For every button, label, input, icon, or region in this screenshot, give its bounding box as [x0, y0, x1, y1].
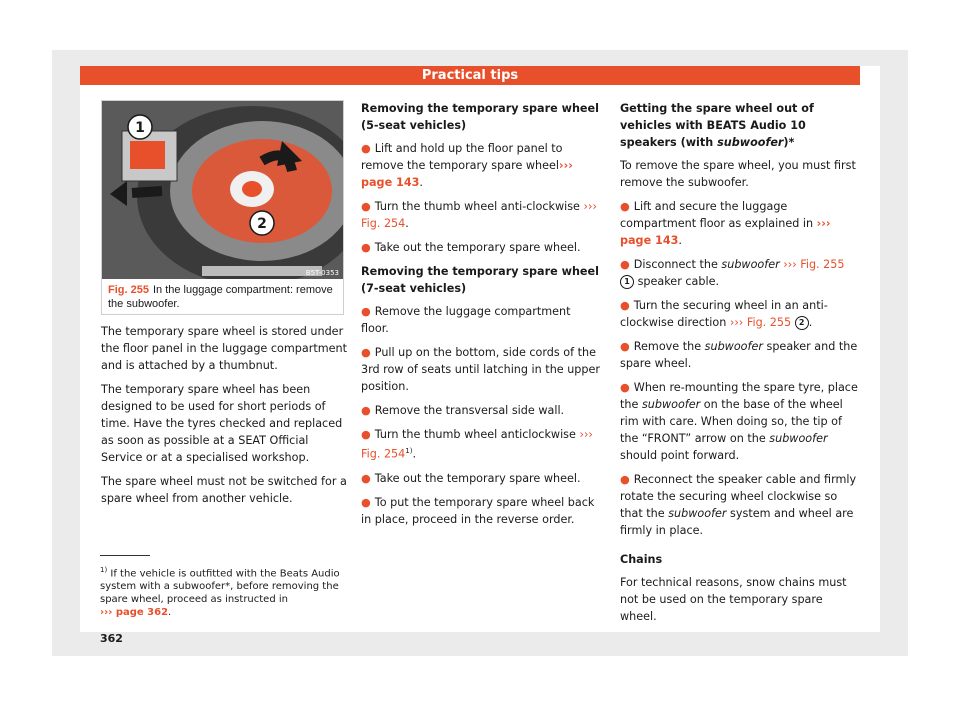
figure-number: Fig. 255: [108, 284, 149, 296]
list-item: ● Lift and hold up the floor panel to remove the temporary spare wheel››› page 143.: [361, 142, 573, 189]
figure-caption: [108, 283, 338, 311]
heading-5-seat: Removing the temporary spare wheel (5-seat vehicles): [361, 102, 599, 132]
callout-badge: 1: [620, 275, 634, 289]
list-item: ● Remove the transversal side wall.: [361, 404, 565, 417]
footnote-mark: 1): [100, 566, 108, 574]
heading-chains: Chains: [620, 553, 663, 566]
callout-1: 1: [135, 120, 145, 136]
figure-link[interactable]: ››› Fig. 255: [783, 258, 845, 271]
list-item: ● Turn the securing wheel in an anti-clockwise direction ››› Fig. 255 2 .: [620, 299, 828, 329]
heading-beats-audio: Getting the spare wheel out of vehicles with BEATS Audio 10 speakers (with subwoofer)*: [620, 102, 814, 149]
list-item: ● Turn the thumb wheel anticlockwise ››› Fig. 254$^{1)}$.: [361, 428, 593, 461]
footnote: $^{1)}$ If the vehicle is outfitted with the Beats Audio system with a subwoofer*, before removing the spare wheel, proceed as instructed in ››› page 362.: [100, 566, 340, 619]
list-item: ● When re-mounting the spare tyre, place the subwoofer on the base of the wheel rim with care. When doing so, the tip of the “FRONT” arrow on the subwoofer should point forward.: [620, 381, 858, 462]
figure-link[interactable]: ››› Fig. 255: [729, 316, 792, 329]
callout-2: 2: [257, 216, 267, 232]
list-item: ● Remove the luggage compartment floor.: [361, 305, 571, 335]
list-item: ● To put the temporary spare wheel back in place, proceed in the reverse order.: [361, 495, 595, 526]
paragraph: To remove the spare wheel, you must first remove the subwoofer.: [620, 159, 856, 189]
list-item: ● Lift and secure the luggage compartment floor as explained in ››› page 143.: [620, 200, 831, 247]
right-column: [620, 100, 860, 632]
paragraph: The temporary spare wheel is stored under the floor panel in the luggage compartment and is attached by a thumbnut.: [101, 325, 347, 372]
middle-column: [361, 100, 601, 535]
figure-caption-text: In the luggage compartment: remove the subwoofer.: [108, 284, 333, 310]
list-item: ● Pull up on the bottom, side cords of the 3rd row of seats until latching in the upper position.: [361, 346, 600, 393]
paragraph: For technical reasons, snow chains must not be used on the temporary spare wheel.: [620, 576, 847, 623]
list-item: ● Disconnect the subwoofer ››› Fig. 255 1 speaker cable.: [620, 258, 845, 288]
left-column: [101, 323, 347, 514]
page-link[interactable]: ››› page 143: [361, 159, 573, 189]
list-item: ● Take out the temporary spare wheel.: [361, 471, 581, 485]
list-item: ● Remove the subwoofer speaker and the spare wheel.: [620, 340, 858, 370]
section-header: Practical tips: [80, 66, 860, 85]
figure-link[interactable]: ››› Fig. 254: [361, 200, 597, 230]
list-item: ● Take out the temporary spare wheel.: [361, 241, 581, 254]
footnote-divider: [100, 555, 150, 556]
heading-7-seat: Removing the temporary spare wheel (7-seat vehicles): [361, 265, 599, 295]
figure-code: B5T-0353: [305, 269, 339, 277]
paragraph: The spare wheel must not be switched for a spare wheel from another vehicle.: [101, 475, 347, 505]
figure-255: [101, 100, 344, 315]
page-number: 362: [100, 632, 123, 645]
page-link[interactable]: ››› page 143: [620, 217, 831, 247]
page-link[interactable]: ››› page 362: [100, 607, 169, 619]
list-item: ● Reconnect the speaker cable and firmly rotate the securing wheel clockwise so that the subwoofer system and wheel are firmly in place.: [620, 473, 857, 537]
list-item: ● Turn the thumb wheel anti-clockwise ››› Fig. 254.: [361, 200, 597, 230]
footnote-mark: 1): [405, 447, 413, 455]
callout-badge: 2: [795, 316, 809, 330]
paragraph: The temporary spare wheel has been designed to be used for short periods of time. Have the tyres checked and replaced as soon as possible at a SEAT Official Service or at a specialised workshop.: [101, 383, 343, 464]
figure-link[interactable]: ››› Fig. 254: [361, 428, 593, 461]
subwoofer-illustration: [102, 101, 343, 279]
